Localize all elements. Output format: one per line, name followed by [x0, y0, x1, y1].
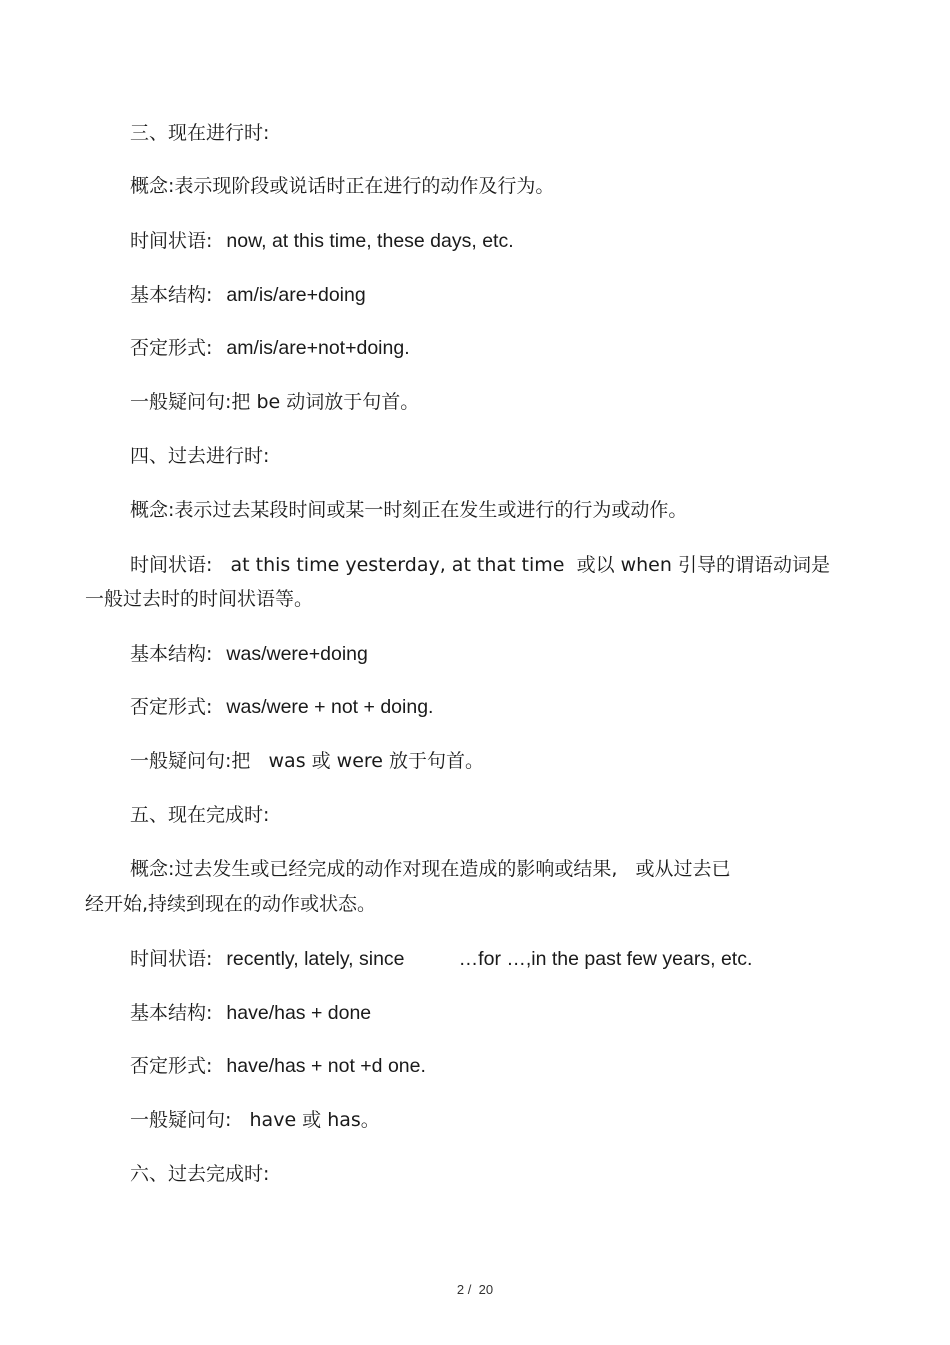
- section-4-question: 一般疑问句:把 was 或 were 放于句首。: [130, 750, 485, 772]
- section-5-question: 一般疑问句: have 或 has。: [130, 1109, 380, 1131]
- section-3-structure: [130, 282, 366, 308]
- negative-value: am/is/are+not+doing.: [226, 337, 410, 359]
- section-4-heading: 四、过去进行时:: [130, 445, 270, 467]
- structure-value: am/is/are+doing: [226, 284, 366, 306]
- time-value: recently, lately, since …for …,in the past few years, etc.: [226, 948, 753, 970]
- section-4-time-line-1: 时间状语: at this time yesterday, at that time 或以 when 引导的谓语动词是: [130, 554, 830, 576]
- structure-label: 基本结构:: [130, 643, 213, 665]
- time-label: 时间状语:: [130, 948, 213, 970]
- section-3-concept: 概念:表示现阶段或说话时正在进行的动作及行为。: [130, 175, 555, 197]
- section-5-concept-line-1: 概念:过去发生或已经完成的动作对现在造成的影响或结果, 或从过去已: [130, 858, 731, 880]
- section-4-negative: [130, 694, 433, 720]
- structure-label: 基本结构:: [130, 1002, 213, 1024]
- section-5-negative: [130, 1053, 426, 1079]
- time-value: now, at this time, these days, etc.: [226, 230, 514, 252]
- section-5-concept-line-2: 经开始,持续到现在的动作或状态。: [85, 893, 377, 915]
- section-4-concept: 概念:表示过去某段时间或某一时刻正在发生或进行的行为或动作。: [130, 499, 688, 521]
- structure-label: 基本结构:: [130, 284, 213, 306]
- section-3-time-adverbials: [130, 228, 514, 254]
- time-label: 时间状语:: [130, 230, 213, 252]
- structure-value: was/were+doing: [226, 643, 368, 665]
- section-3-question: 一般疑问句:把 be 动词放于句首。: [130, 391, 420, 413]
- structure-value: have/has + done: [226, 1002, 372, 1024]
- page-number: 2 / 20: [456, 1282, 494, 1297]
- section-5-structure: [130, 1000, 371, 1026]
- section-4-time-line-2: 一般过去时的时间状语等。: [85, 588, 314, 610]
- section-6-heading: 六、过去完成时:: [130, 1163, 270, 1185]
- negative-label: 否定形式:: [130, 337, 213, 359]
- section-3-heading: 三、现在进行时:: [130, 122, 270, 144]
- section-3-negative: [130, 335, 410, 361]
- section-4-structure: [130, 641, 368, 667]
- section-5-heading: 五、现在完成时:: [130, 804, 270, 826]
- negative-label: 否定形式:: [130, 696, 213, 718]
- negative-label: 否定形式:: [130, 1055, 213, 1077]
- negative-value: was/were + not + doing.: [226, 696, 434, 718]
- section-5-time-adverbials: [130, 946, 752, 972]
- negative-value: have/has + not +d one.: [226, 1055, 426, 1077]
